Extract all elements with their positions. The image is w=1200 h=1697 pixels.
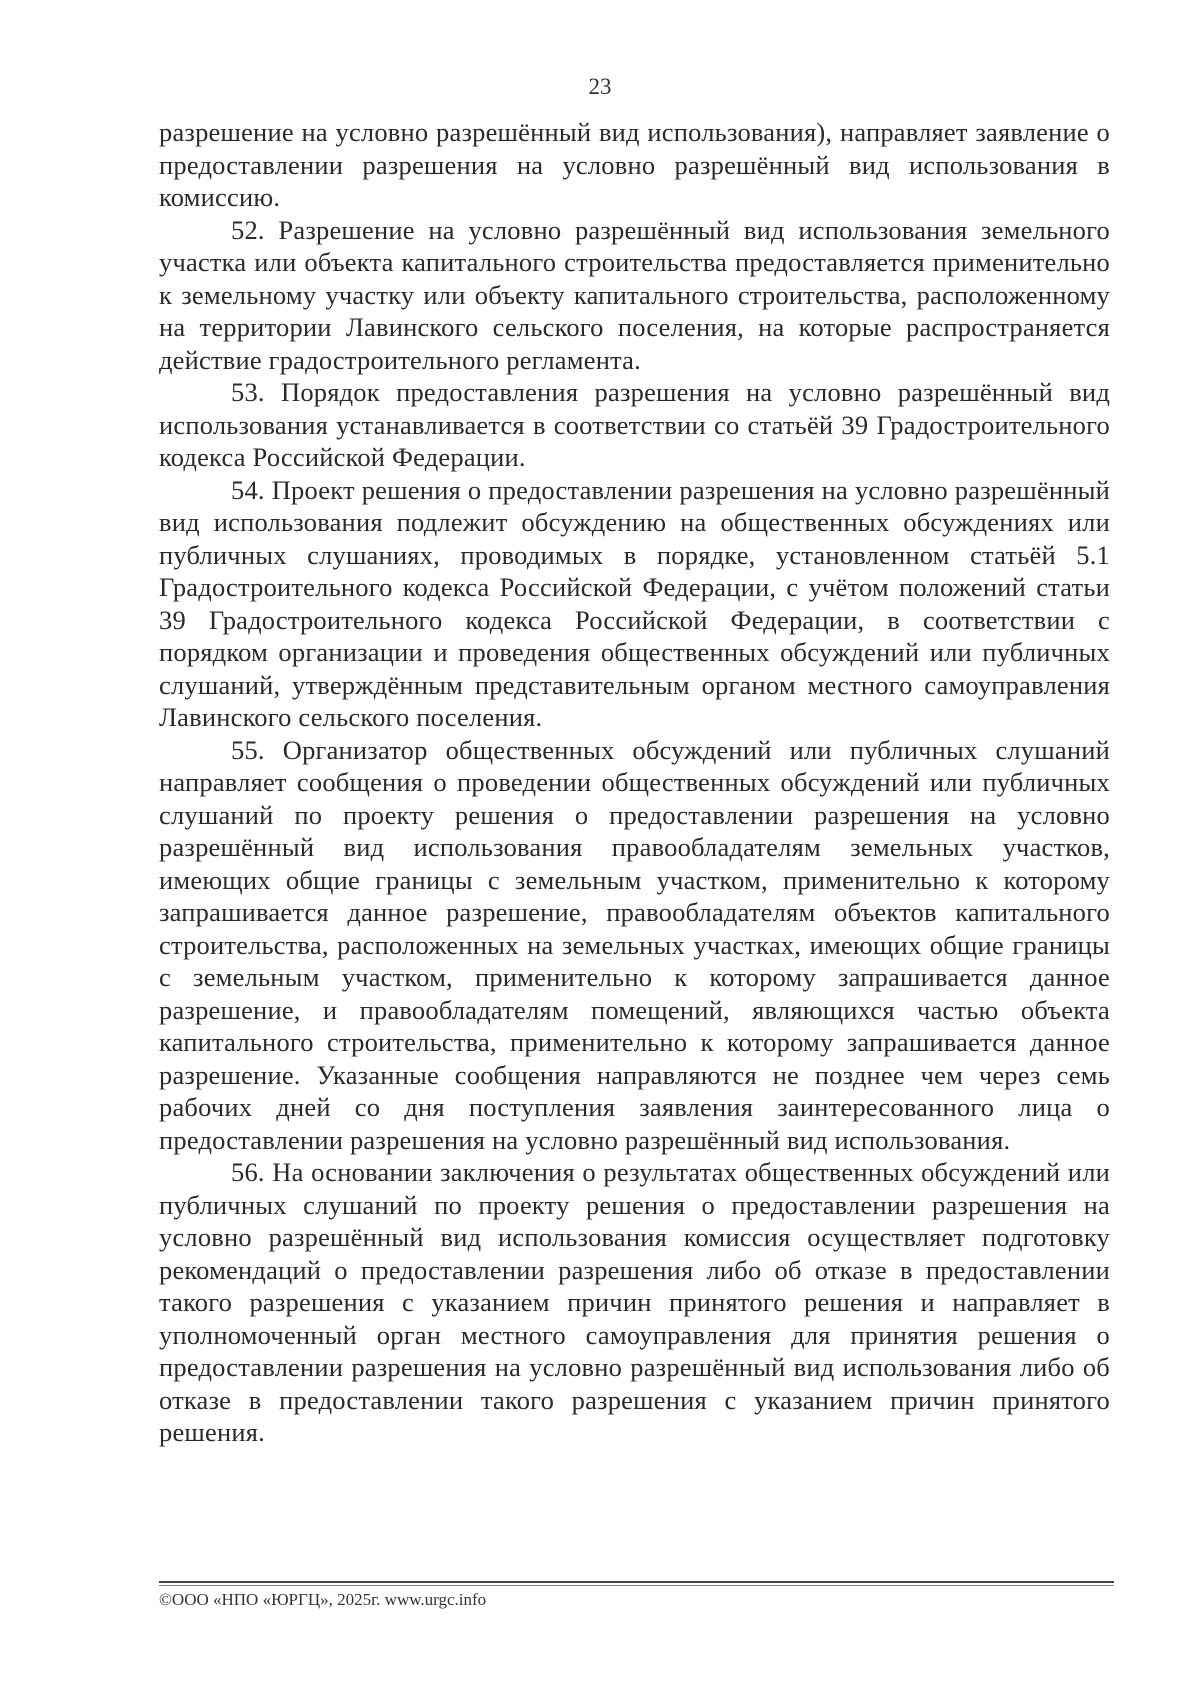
paragraph-55: 55. Организатор общественных обсуждений или публичных слушаний направляет сообщения о проведении общественных обсуждений или публичных слушаний по проекту решения о предоставлении разрешения на условно разрешённый вид использования правообладателям земельных участков, имеющих общие границы с земельным участком, применительно к которому запрашивается данное разрешение, правообладателям объектов капитального строительства, расположенных на земельных участках, имеющих общие границы с земельным участком, применительно к которому запрашивается данное разрешение, и правообладателям помещений, являющихся частью объекта капитального строительства, применительно к которому запрашивается данное разрешение. Указанные сообщения направляются не позднее чем через семь рабочих дней со дня поступления заявления заинтересованного лица о предоставлении разрешения на условно разрешённый вид использования.: [159, 734, 1110, 1155]
paragraph-53: 53. Порядок предоставления разрешения на условно разрешённый вид использования устанавливается в соответствии со статьёй 39 Градостроительного кодекса Российской Федерации.: [159, 377, 1110, 472]
footer-copyright: ©ООО «НПО «ЮРГЦ», 2025г. www.urgc.info: [159, 1590, 487, 1609]
paragraph-56: 56. На основании заключения о результатах общественных обсуждений или публичных слушаний по проекту решения о предоставлении разрешения на условно разрешённый вид использования комиссия осуществляет подготовку рекомендаций о предоставлении разрешения либо об отказе в предоставлении такого разрешения с указанием причин принятого решения и направляет в уполномоченный орган местного самоуправления для принятия решения о предоставлении разрешения на условно разрешённый вид использования либо об отказе в предоставлении такого разрешения с указанием причин принятого решения.: [159, 1157, 1110, 1447]
document-body: [159, 116, 1110, 1449]
footer-divider: [159, 1581, 1114, 1583]
footer-divider-thin: [159, 1585, 1114, 1586]
page-number: 23: [588, 74, 612, 99]
paragraph-continuation: разрешение на условно разрешённый вид использования), направляет заявление о предоставлении разрешения на условно разрешённый вид использования в комиссию.: [159, 117, 1110, 212]
paragraph-54: 54. Проект решения о предоставлении разрешения на условно разрешённый вид использования подлежит обсуждению на общественных обсуждениях или публичных слушаниях, проводимых в порядке, установленном статьёй 5.1 Градостроительного кодекса Российской Федерации, с учётом положений статьи 39 Градостроительного кодекса Российской Федерации, в соответствии с порядком организации и проведения общественных обсуждений или публичных слушаний, утверждённым представительным органом местного самоуправления Лавинского сельского поселения.: [159, 474, 1110, 732]
paragraph-52: 52. Разрешение на условно разрешённый вид использования земельного участка или объекта капитального строительства предоставляется применительно к земельному участку или объекту капитального строительства, расположенному на территории Лавинского сельского поселения, на которые распространяется действие градостроительного регламента.: [159, 214, 1110, 375]
